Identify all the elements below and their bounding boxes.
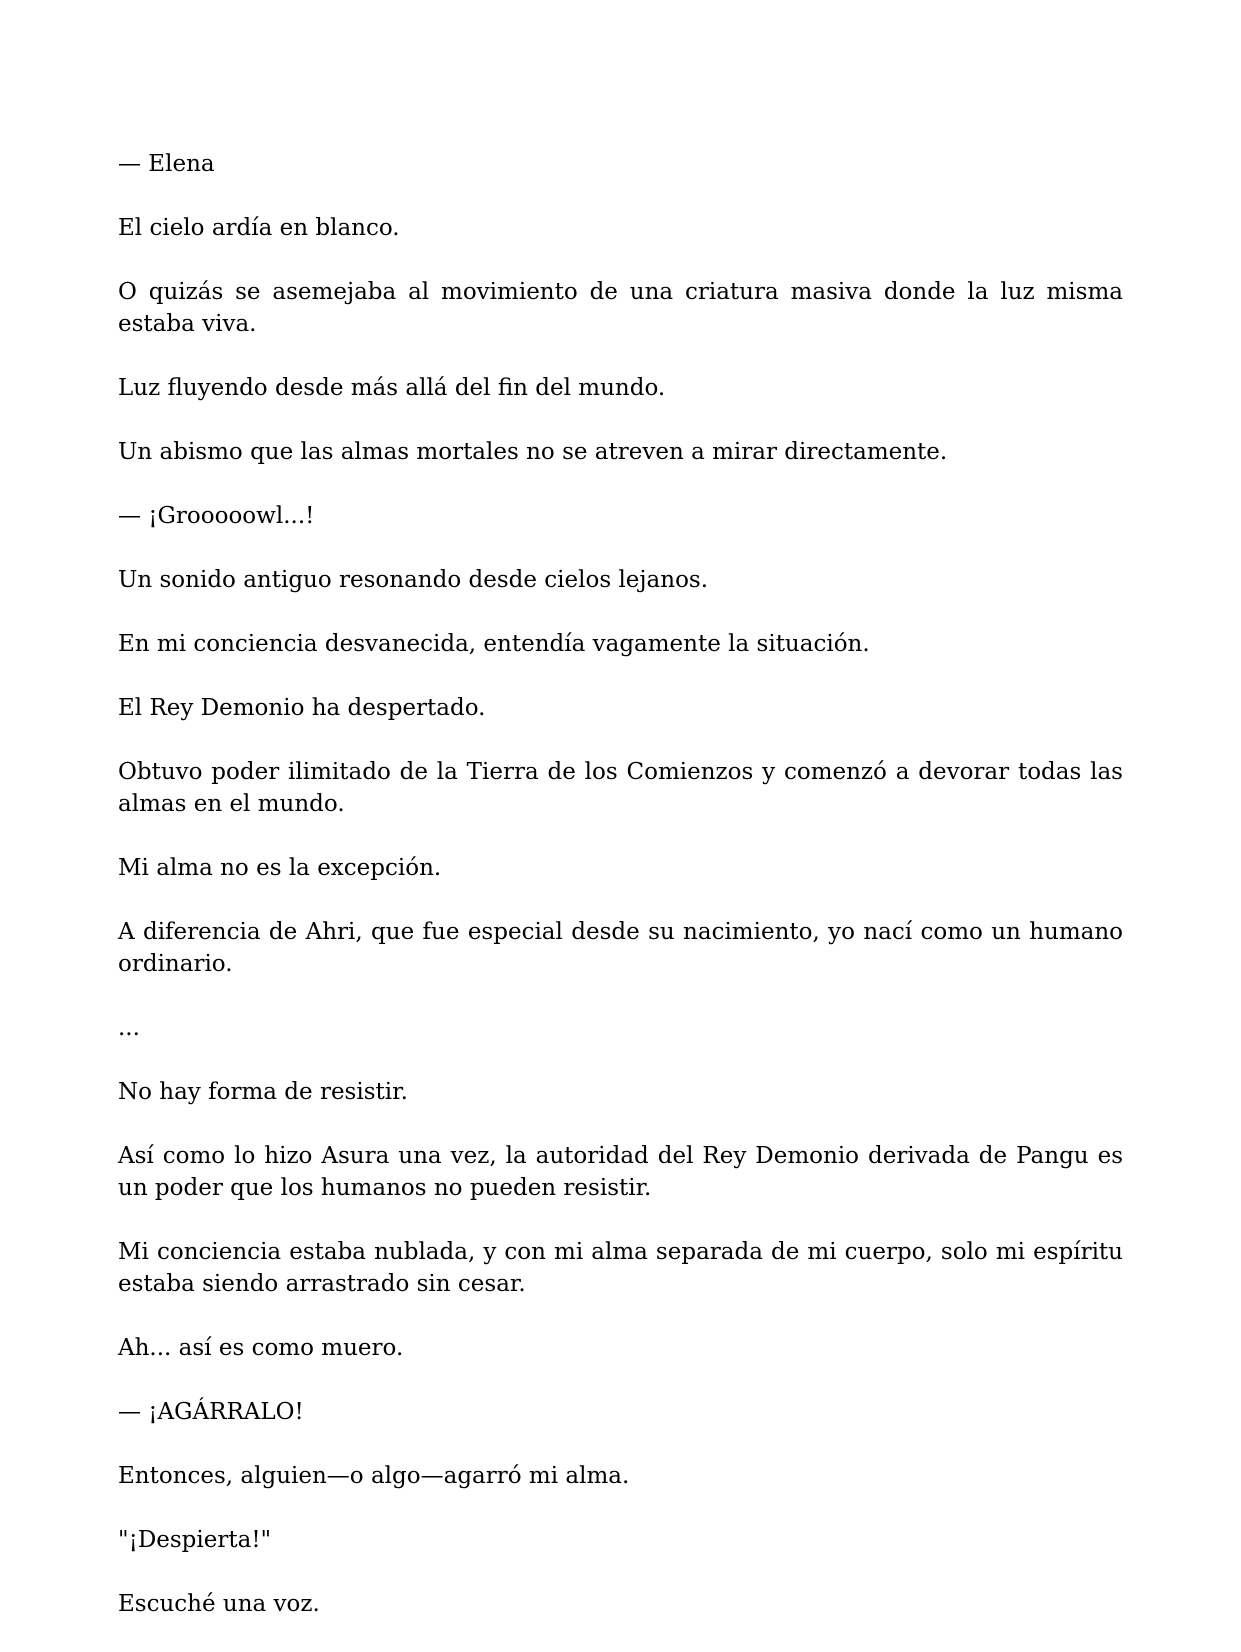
paragraph: Un abismo que las almas mortales no se atreven a mirar directamente.	[118, 439, 948, 465]
paragraph-dialogue: "¡Despierta!"	[118, 1527, 272, 1553]
paragraph: Ah... así es como muero.	[118, 1335, 404, 1361]
paragraph-dialogue: — ¡Grooooowl...!	[118, 503, 315, 529]
paragraph: Escuché una voz.	[118, 1591, 320, 1617]
paragraph: O quizás se asemejaba al movimiento de una criatura masiva donde la luz misma estaba viva.	[118, 279, 1123, 337]
paragraph: Mi alma no es la excepción.	[118, 855, 442, 881]
paragraph: Luz fluyendo desde más allá del fin del mundo.	[118, 375, 666, 401]
paragraph: Entonces, alguien—o algo—agarró mi alma.	[118, 1463, 630, 1489]
document-page	[118, 148, 1123, 1652]
paragraph: A diferencia de Ahri, que fue especial desde su nacimiento, yo nací como un humano ordinario.	[118, 919, 1123, 977]
paragraph-ellipsis: ...	[118, 1015, 140, 1041]
paragraph: El Rey Demonio ha despertado.	[118, 695, 486, 721]
paragraph: Un sonido antiguo resonando desde cielos lejanos.	[118, 567, 709, 593]
paragraph: Obtuvo poder ilimitado de la Tierra de los Comienzos y comenzó a devorar todas las almas en el mundo.	[118, 759, 1123, 817]
paragraph: El cielo ardía en blanco.	[118, 215, 400, 241]
paragraph: En mi conciencia desvanecida, entendía vagamente la situación.	[118, 631, 870, 657]
paragraph-speaker: — Elena	[118, 151, 215, 177]
paragraph: Mi conciencia estaba nublada, y con mi alma separada de mi cuerpo, solo mi espíritu estaba siendo arrastrado sin cesar.	[118, 1239, 1123, 1297]
paragraph-dialogue: — ¡AGÁRRALO!	[118, 1399, 304, 1425]
paragraph: Así como lo hizo Asura una vez, la autoridad del Rey Demonio derivada de Pangu es un poder que los humanos no pueden resistir.	[118, 1143, 1123, 1201]
paragraph: No hay forma de resistir.	[118, 1079, 408, 1105]
